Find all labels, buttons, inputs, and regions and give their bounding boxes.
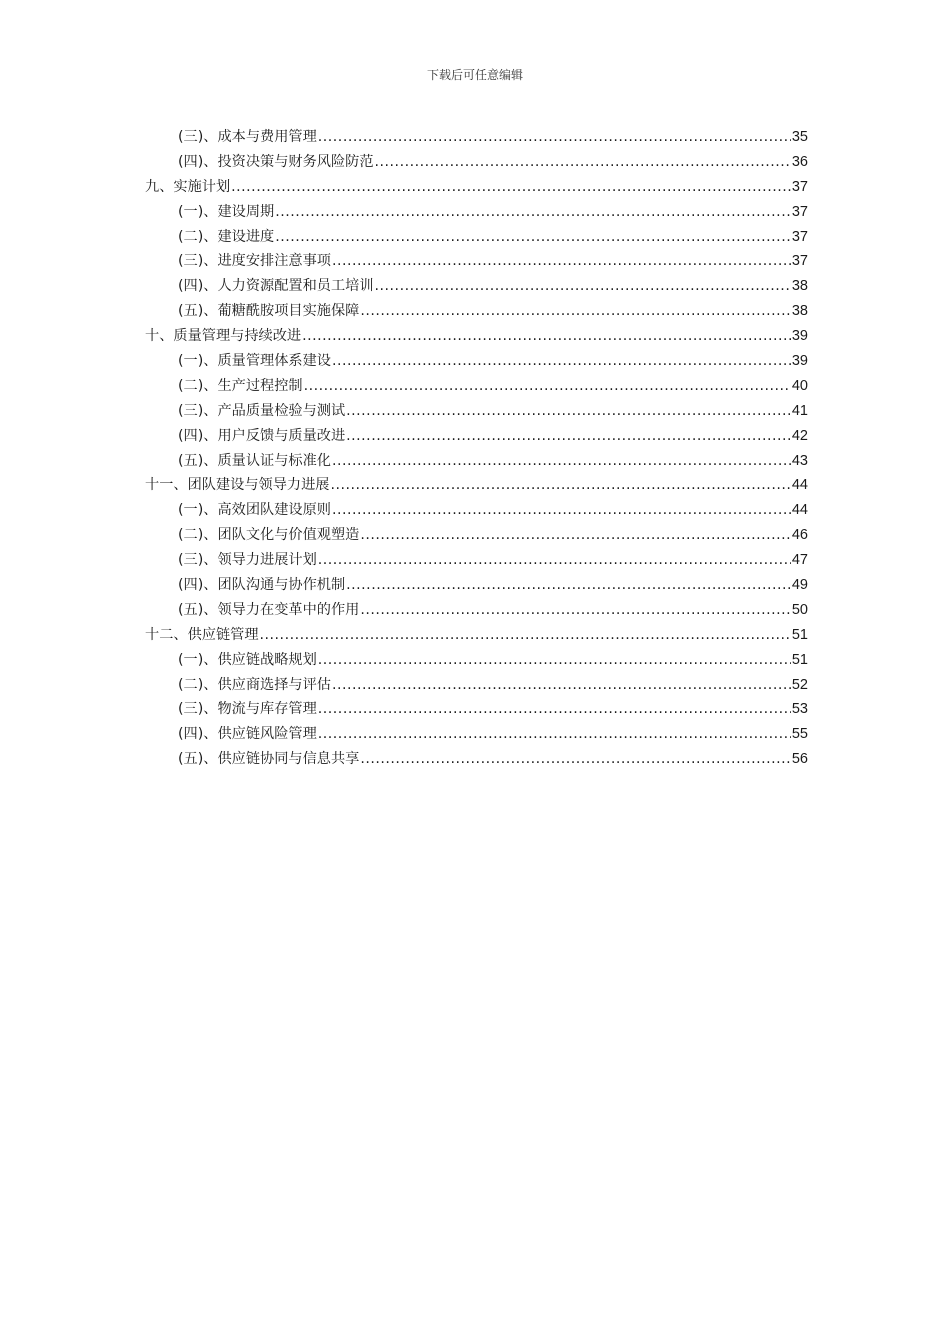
toc-dot-leader bbox=[275, 229, 791, 245]
toc-section-entry[interactable] bbox=[145, 649, 808, 674]
toc-entry-label: (一)、供应链战略规划 bbox=[178, 651, 317, 668]
toc-chapter-entry[interactable] bbox=[145, 474, 808, 499]
toc-chapter-entry[interactable] bbox=[145, 176, 808, 201]
toc-page-number: 56 bbox=[791, 751, 808, 768]
toc-dot-leader bbox=[360, 602, 791, 618]
toc-section-entry[interactable] bbox=[145, 350, 808, 375]
toc-entry-label: (五)、供应链协同与信息共享 bbox=[178, 751, 360, 768]
toc-dot-leader bbox=[332, 253, 791, 269]
toc-entry-label: 十二、供应链管理 bbox=[145, 626, 259, 643]
toc-page-number: 43 bbox=[791, 452, 808, 469]
toc-entry-label: 十一、团队建设与领导力进展 bbox=[145, 477, 330, 494]
toc-page-number: 47 bbox=[791, 552, 808, 569]
toc-page-number: 37 bbox=[791, 203, 808, 220]
toc-entry-label: (三)、领导力进展计划 bbox=[178, 552, 317, 569]
toc-page-number: 35 bbox=[791, 129, 808, 145]
toc-dot-leader bbox=[346, 403, 791, 419]
toc-page-number: 39 bbox=[791, 353, 808, 370]
toc-dot-leader bbox=[375, 278, 791, 294]
toc-entry-label: (二)、建设进度 bbox=[178, 228, 275, 245]
toc-dot-leader bbox=[330, 477, 790, 493]
toc-page-number: 55 bbox=[791, 726, 808, 743]
toc-section-entry[interactable] bbox=[145, 300, 808, 325]
toc-section-entry[interactable] bbox=[145, 748, 808, 773]
toc-dot-leader bbox=[260, 627, 791, 643]
toc-dot-leader bbox=[360, 303, 791, 319]
toc-section-entry[interactable] bbox=[145, 524, 808, 549]
toc-page-number: 38 bbox=[791, 278, 808, 295]
toc-entry-label: (一)、高效团队建设原则 bbox=[178, 502, 331, 519]
toc-entry-label: (三)、成本与费用管理 bbox=[178, 129, 317, 145]
toc-section-entry[interactable] bbox=[145, 250, 808, 275]
toc-section-entry[interactable] bbox=[145, 599, 808, 624]
toc-entry-label: (三)、进度安排注意事项 bbox=[178, 253, 331, 270]
toc-entry-label: (二)、团队文化与价值观塑造 bbox=[178, 527, 360, 544]
toc-dot-leader bbox=[332, 677, 791, 693]
toc-section-entry[interactable] bbox=[145, 375, 808, 400]
toc-page-number: 37 bbox=[791, 228, 808, 245]
toc-entry-label: (三)、产品质量检验与测试 bbox=[178, 402, 346, 419]
toc-dot-leader bbox=[360, 751, 791, 767]
toc-entry-label: (四)、供应链风险管理 bbox=[178, 726, 317, 743]
toc-dot-leader bbox=[318, 129, 791, 145]
toc-section-entry[interactable] bbox=[145, 226, 808, 251]
toc-page-number: 39 bbox=[791, 328, 808, 345]
toc-page-number: 38 bbox=[791, 303, 808, 320]
toc-entry-label: (四)、投资决策与财务风险防范 bbox=[178, 153, 374, 170]
toc-section-entry[interactable] bbox=[145, 400, 808, 425]
toc-section-entry[interactable] bbox=[145, 126, 808, 151]
toc-page-number: 52 bbox=[791, 676, 808, 693]
toc-section-entry[interactable] bbox=[145, 425, 808, 450]
toc-entry-label: (二)、生产过程控制 bbox=[178, 377, 303, 394]
toc-dot-leader bbox=[304, 378, 791, 394]
toc-page-number: 41 bbox=[791, 402, 808, 419]
toc-section-entry[interactable] bbox=[145, 698, 808, 723]
toc-entry-label: (三)、物流与库存管理 bbox=[178, 701, 317, 718]
page-header: 下载后可任意编辑 bbox=[426, 68, 523, 82]
toc-dot-leader bbox=[275, 204, 791, 220]
toc-page-number: 44 bbox=[791, 477, 808, 494]
toc-dot-leader bbox=[332, 502, 791, 518]
toc-section-entry[interactable] bbox=[145, 151, 808, 176]
toc-entry-label: 十、质量管理与持续改进 bbox=[145, 328, 302, 345]
toc-section-entry[interactable] bbox=[145, 499, 808, 524]
toc-page-number: 51 bbox=[791, 626, 808, 643]
toc-dot-leader bbox=[332, 353, 791, 369]
toc-page-number: 37 bbox=[791, 253, 808, 270]
toc-dot-leader bbox=[332, 453, 791, 469]
toc-dot-leader bbox=[360, 527, 791, 543]
toc-page-number: 49 bbox=[791, 577, 808, 594]
toc-section-entry[interactable] bbox=[145, 201, 808, 226]
toc-page-number: 40 bbox=[791, 377, 808, 394]
toc-dot-leader bbox=[318, 726, 791, 742]
toc-section-entry[interactable] bbox=[145, 674, 808, 699]
toc-section-entry[interactable] bbox=[145, 574, 808, 599]
toc-page-number: 42 bbox=[791, 427, 808, 444]
toc-page-number: 50 bbox=[791, 601, 808, 618]
toc-dot-leader bbox=[231, 179, 791, 195]
toc-dot-leader bbox=[375, 154, 791, 170]
toc-chapter-entry[interactable] bbox=[145, 325, 808, 350]
toc-page-number: 36 bbox=[791, 153, 808, 170]
toc-page-number: 51 bbox=[791, 651, 808, 668]
toc-dot-leader bbox=[318, 652, 791, 668]
toc-entry-label: (一)、质量管理体系建设 bbox=[178, 353, 331, 370]
toc-page-number: 44 bbox=[791, 502, 808, 519]
toc-entry-label: (四)、人力资源配置和员工培训 bbox=[178, 278, 374, 295]
toc-entry-label: (一)、建设周期 bbox=[178, 203, 275, 220]
toc-entry-label: (五)、葡糖酰胺项目实施保障 bbox=[178, 303, 360, 320]
table-of-contents bbox=[145, 126, 808, 773]
toc-page-number: 53 bbox=[791, 701, 808, 718]
toc-entry-label: 九、实施计划 bbox=[145, 178, 231, 195]
toc-dot-leader bbox=[346, 577, 791, 593]
toc-page-number: 37 bbox=[791, 178, 808, 195]
toc-section-entry[interactable] bbox=[145, 450, 808, 475]
toc-entry-label: (五)、质量认证与标准化 bbox=[178, 452, 331, 469]
toc-dot-leader bbox=[346, 428, 791, 444]
toc-dot-leader bbox=[302, 328, 791, 344]
toc-entry-label: (五)、领导力在变革中的作用 bbox=[178, 601, 360, 618]
toc-dot-leader bbox=[318, 552, 791, 568]
toc-entry-label: (四)、用户反馈与质量改进 bbox=[178, 427, 346, 444]
toc-section-entry[interactable] bbox=[145, 275, 808, 300]
toc-chapter-entry[interactable] bbox=[145, 624, 808, 649]
toc-page-number: 46 bbox=[791, 527, 808, 544]
toc-section-entry[interactable] bbox=[145, 549, 808, 574]
toc-entry-label: (四)、团队沟通与协作机制 bbox=[178, 577, 346, 594]
toc-section-entry[interactable] bbox=[145, 723, 808, 748]
toc-entry-label: (二)、供应商选择与评估 bbox=[178, 676, 331, 693]
toc-dot-leader bbox=[318, 701, 791, 717]
